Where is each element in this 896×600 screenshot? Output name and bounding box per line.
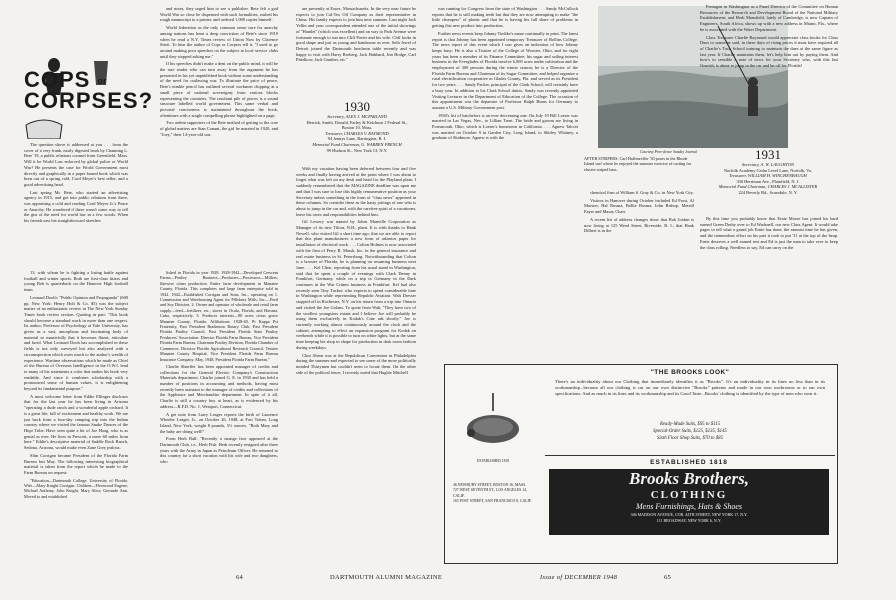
cops-intro: The question shove is addressed at you . . . from the cover of a very frank, easily digested book by Channing L. Bete '19, a public relations counsel from Greenfield, Mass. Will it be World Law enforced by global police or World War? He presents the case for World Government most directly and graphically in a paper bound book which was born out of a spring cold, Cord Meyer's best seller, and a good advertising head. xyxy=(24,142,128,187)
col2-paragraph-2: World federation as the only common sense cure for anarchy among nations has been a deep conviction of Bete's since 1919 when he read a N.Y. Times review of Union Now by Clarence Streit. To hear the author of Cops or Corpses tell it, "I used to go around making poor speeches on the subject at local service clubs until they stopped asking me." xyxy=(160,25,278,59)
memorial-1931-role: Memorial Fund Chairman, CHARLES J. MCALLISTER xyxy=(718,184,818,190)
class-year-1931: 1931 xyxy=(755,147,781,162)
column-3-top xyxy=(296,6,416,98)
treasurer-1930-address: 94 Jennys Lane, Barrington, R. I. xyxy=(327,136,387,142)
col4-paragraph-5: Visitors in Hanover during October included Ed Frost, Al Morsier, Hal Bosma, Bollie Bosma, John Bishop, Merrill Fayer and Maury Chait. xyxy=(584,197,694,215)
cops-intro-column xyxy=(24,142,128,268)
column-4-body xyxy=(432,6,578,350)
col5-paragraph-2: Class Treasurer Charlie Raymond would appreciate class books for Class Dues to someone said, in these days of rising prices it must have required all of Charlie's Tuck School training to maintain the dues at the same figure as last year. If Charlie maintains them, let's help him out by paying them. And how's to sensible a note of news for your Secretary who, with this last flourish, is about to jump in the car and be off for Florida! xyxy=(700,34,838,69)
col1-paragraph-ellinger: A most welcome letter from Eddie Ellinger discloses that for the last year he has been living in Arizona "operating a dude ranch and a wonderful apple orchard. It is a great life, full of excitement and healthy work. We are just back from a four-day camping trip into the Indian country where we visited the famous Snake Dances of the Hopi Tribe. Have seen quite a bit of Joe Hoag, who is as genial as ever. He lives in Prescott, a mere 60 miles from here." Eddie's descriptive material of Saddle Rock Ranch, Sedona, Arizona, would make even Zane Grey jealous. xyxy=(24,393,128,451)
col5-top: Pentagon in Washington as a Panel Director of the Committee on Human Resources of the Research and Development Board of the National Military Establishment; and Herb Mansfield, lately of Cambridge, is now Captain of Engineers, South Africa, shows up with a new address in Miami, Fla., where he is associated with the Water Department. xyxy=(700,4,838,32)
column-1-lower xyxy=(24,270,128,570)
coffin-icon xyxy=(26,120,62,139)
page-number-left: 64 xyxy=(236,574,244,581)
column-4-tail xyxy=(584,190,694,360)
secretary-1931-address: Norfolk Academy Cedar Level Lane, Norfolk, Va. xyxy=(723,167,813,173)
issue-date: Issue of DECEMBER 1948 xyxy=(540,574,618,581)
golden-fleece-icon xyxy=(453,389,533,469)
memorial-1931-address: 224 Beverly Rd., Scarsdale, N. Y. xyxy=(738,189,798,195)
branch-boston: 46 NEWBURY STREET, BOSTON 16, MASS. xyxy=(453,483,527,487)
col1-paragraph-doob: Leonard Doob's "Public Opinion and Propaganda" (600 pp. New York: Henry Holt & Co. $5) was the subject matter of an enthusiastic review in The New York Sunday Times book review section. Quoting in part: "This book should become a standard work in more than one respect. Its author, Professor of Psychology at Yale University, has given us a vast, amorphous and fascinating body of material so masterfully that it becomes fluent, articulate and lucid. What Leonard Doob has accomplished in these fields is not only surveyed but also analyzed with a circumspection which owes much to the author's wealth of experience. Wartime observations which he made as Chief of the Bureau of Overseas Intelligence in the O.W.I. lend to many of his statements a color that makes his book very readable. And since it combines scholarship with a pronounced sense of human values, it is enlightening beyond its fundamental purpose." xyxy=(24,294,128,392)
price-special-order: Special-Order Suits, $125, $135, $145 xyxy=(653,429,727,434)
page-number-right: 65 xyxy=(664,574,672,581)
ad-prices xyxy=(555,421,825,442)
brand-address-second: 111 BROADWAY, NEW YORK 6, N.Y. xyxy=(656,518,722,523)
class-year-1930: 1930 xyxy=(344,99,370,114)
treasurer-1931-role: Treasurer, WILLIAM H. WINCHENBAUGH xyxy=(729,173,807,179)
brand-clothing: CLOTHING xyxy=(650,489,728,501)
ad-established: ESTABLISHED 1818 xyxy=(650,459,728,466)
col3-paragraph-3: Gil Lowery was named by Johns Manville Corporation as Manager of its new Tilton, N.H., plant. It is with thanks to Hank Newell, who visited Gil a short time ago, that we are able to report that this plant manufactures a new form of asbestos paper for installation of electrical work. . . . Colton Holmes is now associated with the firm of Perry R. Marsh, Inc. in the general insurance and real estate business in St. Petersburg. Notwithstanding that Colton is a booster of Florida, he is planning on resuming business next June. . . . Kel Cline, reporting from his usual stand in Washington, said that he spent a couple of evenings with Clark Denny in Frankfort, Germany, while on a trip to Germany in the Dark continues in the War Crimes business in Frankfurt. Kel had also recently seen Tiny Tucker, who expects to spend considerable time in Washington while representing Republic Aviation. Walt Dresser stopped off in Rochester, N.Y. on his return from a trip into Ontario and visited the Joe Golans. To quote from Walt, "They have two of the swellest youngsters extant and I believe Joe will probably be using them exclusively in Kodak's Cine ads shortly." Joe is currently working almost continuously around the clock and the cabinet, attempting to effect an expansion program for Kodak on weekends while it is possible to turn on white lights, but at the same time keeping his shop in shape for production in dark room fashion during weekdays. xyxy=(296,219,416,350)
col2-paragraph-shaeffer: Charlie Shaeffer has been appointed manager of credits and collections for the General Electric Company's Construction Materials department. Charlie joined G. E. in 1930 and has held a number of positions in accounting and methods, having most recently been assistant to the manager of credits and collections of the Appliance and Merchandise department. In spite of it all, Charlie is still a country boy at heart, as is evidenced by his address—R.F.D. No. 1, Westport, Connecticut. xyxy=(160,363,278,409)
memorial-1930-role: Memorial Fund Chairman, G. WARREN FRENCH xyxy=(312,141,402,147)
col4-top: was running for Congress from the state of Washington . . . Sandy McCulloch reports that he is still making teeth but that they are now attempting to make "the little chompers" of plastic and that he is having his full share of problems in getting this new product into production. xyxy=(432,6,578,29)
secretary-1930-address: Herrick, Smith, Donald, Farley & Ketchum 1 Federal St., Boston 10, Mass. xyxy=(306,119,408,131)
golden-fleece-logo xyxy=(453,389,533,469)
branch-san-francisco: 165 POST STREET, SAN FRANCISCO 8, CALIF. xyxy=(453,499,532,504)
photo-caption: AFTER STRIPERS: Carl Haffenreffer '30 poses in the Rhode Island surf where he enjoyed the summer exercise of casting for elusive striped bass. xyxy=(584,156,692,172)
brand-address-main: 346 MADISON AVENUE, COR. 44TH STREET, NEW YORK 17, N.Y. xyxy=(630,512,748,517)
col1-paragraph-corrigan: Slim Corrigan became President of the Florida Farm Bureau last May. The following interesting biographical material is taken from the report which he made to the Farm Bureau on request: xyxy=(24,452,128,475)
col3-paragraph-4: Clint Ahern was at the Republican Convention in Philadelphia during the summer and expected to see some of the more politically minded Thirtymen but couldn't seem to locate them. On the other side of the political fence, I recently noted that Hughie Mitchell xyxy=(296,352,416,375)
ad-divider xyxy=(545,455,835,456)
price-sixth-floor: Sixth Floor Shop Suits, $70 to $85 xyxy=(657,436,723,441)
column-5-top xyxy=(700,4,838,144)
col2-paragraph-leager: A get note from Larry Leager reports the birth of Laurence Wheeler Leager, Jr., on October 26, 1948, at Fort Totten, Long Island, New York, weight 8 pounds, 5½ ounces. "Both Mary and the baby are doing well!" xyxy=(160,411,278,434)
column-5-body xyxy=(700,216,838,356)
price-ready-made: Ready-Made Suits, $95 to $115 xyxy=(660,422,720,427)
column-2-lower xyxy=(160,270,278,570)
secretary-1930-role: Secretary, ALEX J. MCFARLAND xyxy=(327,114,387,119)
secretary-1931-role: Secretary, A. W. LAUGHTON xyxy=(742,162,794,167)
col2-top: and notes, they urged him to see a publisher. Bete felt a god World War so close he dispensed with such formalities, rushed his rough manuscript to a printer, and ordered 1,000 copies himself. xyxy=(160,6,278,23)
treasurer-1930-role: Treasurer, CHARLES V. RAYMOND xyxy=(325,130,389,136)
memorial-1930-address: 99 Hudson St., New York 13, N.Y. xyxy=(326,147,388,153)
col3-paragraph-2: With my vacation having been deferred between four and five weeks and finally having arrived at the point where I was about to forget what was left on my desk and head for the Playland plain, I suddenly remembered that the MAGAZINE deadline was upon me and that I was sure to lose this highly remunerative position as your Secretary unless something in the form of "class news" appeared in these columns. So consider these as the hasty jottings of one who is about to jump in the car and, with the carefree spirit of a vacationer, leave his cares and responsibilities behind him. xyxy=(296,166,416,217)
column-4-continuation xyxy=(598,162,690,170)
col4-paragraph-6: A recent list of address changes show that Bob Jordan is now living at 125 Weed Street, Riverside, R. I.; that Hank Dilbert is in the xyxy=(584,216,694,234)
cops-title-or: or xyxy=(97,76,107,87)
branch-addresses xyxy=(453,483,539,505)
col2-paragraph-3: If his speeches didn't make a dent on the public mind, it will be the rare reader who can turn away from the argument he has presented in his yet unpublished book without some understanding of the need for outlawing war. To illustrate the price of peace, Bete's nimble pencil has outlined several workmen chipping at a small piece of national sovereignty from various blocks representing the countries. The resultant pile of pieces is a sound structure labelled world government. This same verbal and pictorial conciseness is maintained throughout the book, oftentimes with a single compelling phrase highlighted on a page. xyxy=(160,61,278,118)
photo-credit: Courtesy Prov-dence Sunday Journal xyxy=(640,150,697,154)
branch-los-angeles: 727 WEST SEVENTH ST., LOS ANGELES 14, CALIF. xyxy=(453,488,527,498)
col1-paragraph-3: 13, with whom he is fighting a losing battle against football and winter sports. Both are first-class skiers and young Bob is quarterback on the Hanover High football team. xyxy=(24,270,128,293)
column-3-body xyxy=(296,166,416,570)
col2-paragraph-4: Two ardent supporters of the Bete method of getting to the core of global matters are Stan Conant, the girl he married in 1920, and "Joey," their 14-year-old son. xyxy=(160,120,278,137)
cops-title xyxy=(24,67,154,114)
cops-title-b: CORPSES? xyxy=(24,88,154,114)
column-2-upper xyxy=(160,6,278,268)
class-1930-header xyxy=(302,100,412,153)
ad-body: There's an individuality about our Clothing that immediately identifies it as "Brooks". It's an individuality in its lines no less than in its workmanship...because all our clothing is cut on our own distinctive "Brooks" patterns and made in our own workrooms or to our own specifications. And as much in its lines and its workmanship and its Good Taste...Brooks' clothing is identified by the type of men who wear it. xyxy=(555,379,825,397)
col1-paragraph-education: "Education—Dartmouth College; University of Florida. Wife—Mary Knight Corrigan. Children—Fleetwood Eugene, Michael Anthony, John Knight, Mary Alice, Gertrude Ann. Moved to and established xyxy=(24,477,128,499)
treasurer-1931-address: 330 Herriman Ave., Plainfield, N. J. xyxy=(736,178,800,184)
magazine-title: DARTMOUTH ALUMNI MAGAZINE xyxy=(330,574,443,581)
col2-paragraph-ball: From Herb Ball: "Recently a strange face appeared at the Dartmouth Club, i.e., Herb Fish. Herb recently resigned after three years with the Army in Japan as Petroleum Officer. He returned to this country for a short vacation with his wife and two daughters, who xyxy=(160,436,278,465)
col4-paragraph-2: Further news events keep Johnny Tiedtke's name continually in print. The latest report is that Johnny has been appointed temporary Treasurer of Rollins College. The news report of this event which I saw gives an indication of how Johnny keeps busy: He is also a Trustee of the College of Wooster, Ohio, and for eight years has been a member of its Finance Committee; his sugar and sailing interest business in the Everglades of Florida involve 6,000 acres under cultivation and the employment of 300 persons during the winter season; he is a Director of the Florida Farm Bureau and Chairman of its Sugar Committee; and helped organize a rural electrification cooperative in Glades County, Fla. and served as its President for two years. . . . Sandy Packer, principal of the Clark School, will certainly have a busy year. In addition to his Clark School duties, Sandy was recently appointed Visiting Lecturer in the Department of Education of the College. The occasion of this appointment was the departure of Professor Ralph Burns for Germany to assume a U.S. Military Government post. xyxy=(432,30,578,110)
col4-paragraph-4: chemical firm of William S. Gray & Co. in New York City. xyxy=(590,190,694,195)
col5-paragraph-3: By this time you probably know that Ernie Moore has joined his hard earned Green Derby over to Ed Wadsnell, our new Class Agent. It would take pages to tell what a grand job Ernie has done, the amount time he has given, and the tremendous effort on his part it took to put '31 at the top of the heap. Ernie deserves a well earned rest and Ed is just the man to take over to keep the class rolling. Needless to say, Ed can carry on the xyxy=(700,216,838,250)
logo-caption: ESTABLISHED 1818 xyxy=(477,459,509,463)
brooks-brothers-ad xyxy=(444,364,838,564)
brand-name: Brooks Brothers, xyxy=(629,469,749,488)
ad-heading: "THE BROOKS LOOK" xyxy=(650,369,730,376)
brand-plate xyxy=(549,469,829,535)
brand-furnishings: Mens Furnishings, Hats & Shoes xyxy=(636,502,742,511)
class-1931-header xyxy=(703,148,833,196)
col3-top: are presently at Essex, Massachusetts. In the very near future he expects to join Cal-Tex Oil Company as their representative in China. His family expects to join him next summer. Last night Jack Yellin and your correspondent attended one of the initial showings of "Hamlet" (which was excellent) and on way to Park Avenue were fortunate enough to run into Cliff Porter and his wife. Cliff looks in good shape and just as young and handsome as ever. Seth Jewel of Detroit joined the Dartmouth luncheon table recently and was happy to visit with Harry Broberg, Jack Hubbard, Jim Hodge, Carl Pittelkow, Jack Gunther, etc." xyxy=(296,6,416,63)
cops-paragraph-2: Last spring Mr. Bete, who started an advertising agency in 1915, and got into public relations from there, was appraising a cold and reading Cord Meyer Jr.'s Peace or Anarchy. He wondered if there wasn't some way to tell the gist of the need for world law in a few words. When his friends saw his straightforward sketches xyxy=(24,189,128,224)
col2-paragraph-5: lished in Florida in year 1928. 1928-1942—Developed Crescent Farms—Poultry Business—Producers—Processors—Millers; likewise citrus production. Entire farm development in Manatee County, Florida. This completes and large farm enterprise sold in 1942. 1942—Established Corrigan and Sons, Inc., operating on 1. Commission and Warehousing Agent for Pillsbury Mills, Inc.—Feed and Soy Division. 2. Owner and operator of wholesale and retail farm supply—feed—fertilizer, etc., stores in Ocala, Florida, and Havana, Cuba, respectively. 3. Producer interests—80 acres citrus grove Manatee County, Florida. Affiliations: 1928-40, Pi Kappa Psi Fraternity, Past President Bradenton Rotary Club, Past President Florida Poultry Council, Past President Florida State Poultry Producers' Association. Director Florida Farm Bureau, Vice President Florida Farm Bureau, Chairman Poultry Division, Florida Chamber of Commerce, Director Florida Agricultural Research Council, Trustee Manatee County Hospital, Vice President Florida Farm Bureau Insurance Company. May, 1948, President Florida Farm Bureau." xyxy=(160,270,278,362)
col4-paragraph-3: 1930's list of batchelors is an ever decreasing one. On July 19 Bill Loeser was married in Las Vegas, Nev., to Lillian Trent. The bride and groom are living in Portsmouth, Ohio, which is Loeser's hometown in California. . . . Agnew Talcott was married on October 9 in Garden City, Long Island, to Shirley Whitney, a graduate of Skidmore. Agnew is with the xyxy=(432,112,578,141)
cops-title-a: COPS xyxy=(24,67,91,92)
